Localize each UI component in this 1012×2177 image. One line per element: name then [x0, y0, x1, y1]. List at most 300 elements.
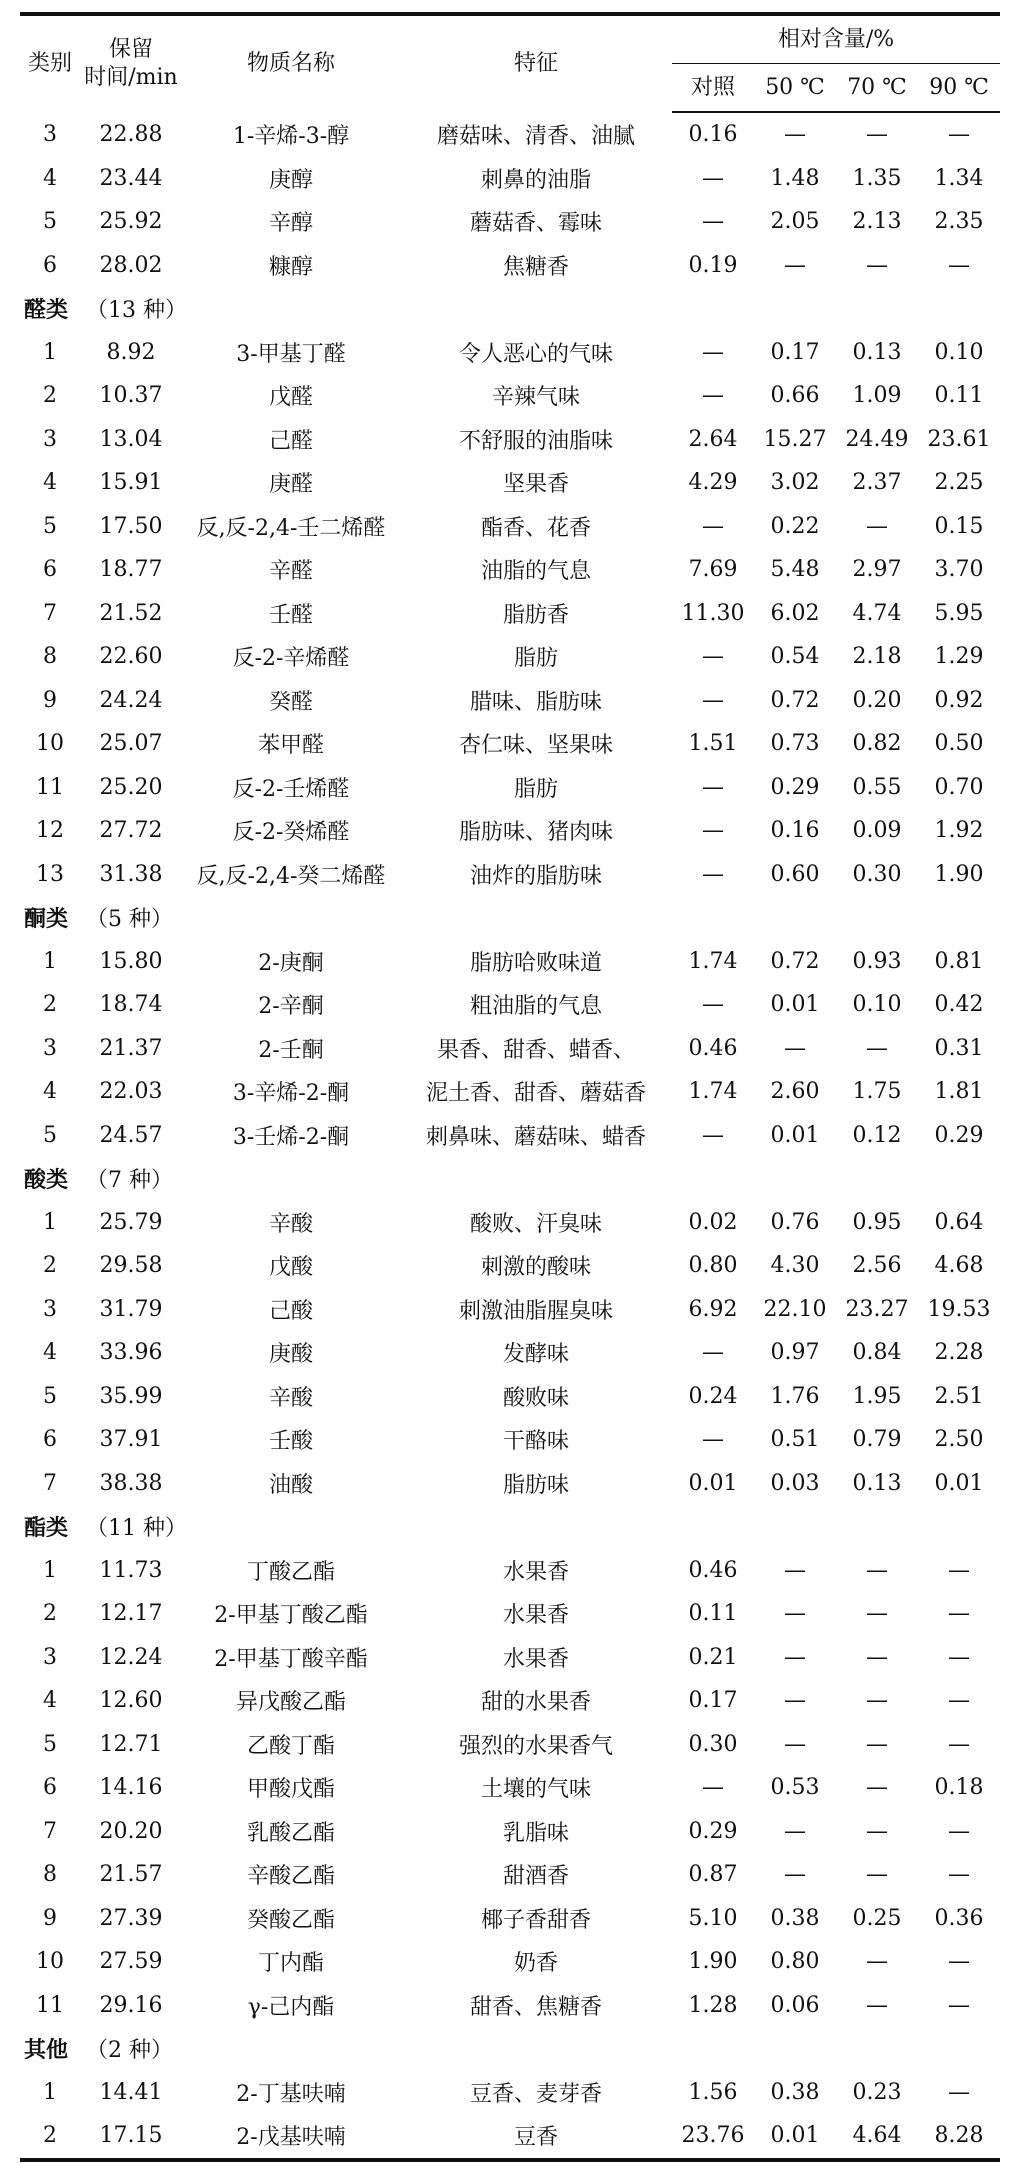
cell-70c: 0.09 [852, 818, 902, 844]
cell-50c: — [784, 1688, 806, 1714]
cell-retention-time: 23.44 [99, 165, 163, 191]
category-row [20, 896, 1000, 940]
cell-retention-time: 17.15 [80, 2114, 182, 2160]
cell-90c: 2.50 [934, 1427, 984, 1453]
cell-feature: 刺激的酸味 [480, 1255, 591, 1281]
cell-control: — [702, 818, 724, 844]
cell-compound-name: 辛酸 [268, 1211, 313, 1237]
cell-control: 6.92 [688, 1296, 738, 1322]
table-row [20, 1244, 1000, 1288]
cell-compound-name: 辛酸 [268, 1385, 313, 1411]
cell-90c: 3.70 [934, 557, 984, 583]
cell-index: 6 [43, 1775, 57, 1801]
cell-control: 0.11 [688, 1601, 738, 1627]
header-compound-name: 物质名称 [182, 14, 400, 112]
cell-compound-name: 癸酸乙酯 [246, 1907, 335, 1933]
cell-50c: 0.38 [770, 1905, 820, 1931]
cell-70c: — [866, 1862, 888, 1888]
cell-retention-time: 28.02 [99, 252, 163, 278]
cell-90c: 2.35 [934, 209, 984, 235]
cell-feature: 杏仁味、坚果味 [458, 733, 613, 759]
cell-control: — [702, 383, 724, 409]
cell-50c: 6.02 [770, 600, 820, 626]
cell-index: 3 [43, 1296, 57, 1322]
cell-index: 4 [43, 470, 57, 496]
cell-90c: 8.28 [918, 2114, 1000, 2160]
cell-retention-time: 18.74 [99, 992, 163, 1018]
cell-90c: — [948, 1688, 970, 1714]
cell-control: — [702, 513, 724, 539]
table-body [20, 112, 1000, 2160]
cell-index: 1 [43, 1209, 57, 1235]
table-row [20, 157, 1000, 201]
category-row [20, 2027, 1000, 2071]
category-row [20, 1505, 1000, 1549]
cell-feature: 脂肪味 [502, 1472, 569, 1498]
cell-90c: 4.68 [934, 1253, 984, 1279]
cell-retention-time: 11.73 [99, 1557, 163, 1583]
category-count: （7 种） [86, 1168, 173, 1194]
cell-compound-name: 辛酸乙酯 [246, 1864, 335, 1890]
cell-index: 4 [43, 1340, 57, 1366]
cell-feature: 脂肪 [513, 646, 558, 672]
cell-50c: 0.22 [770, 513, 820, 539]
cell-feature: 乳脂味 [502, 1820, 569, 1846]
cell-70c: — [866, 1949, 888, 1975]
cell-compound-name: 辛醛 [268, 559, 313, 585]
cell-feature: 油脂的气息 [480, 559, 591, 585]
cell-compound-name: 1-辛烯-3-醇 [232, 123, 350, 149]
volatile-compounds-table [20, 12, 1000, 2162]
cell-50c: 0.97 [770, 1340, 820, 1366]
cell-70c: 1.09 [852, 383, 902, 409]
cell-compound-name: 乳酸乙酯 [246, 1820, 335, 1846]
cell-feature: 脂肪哈败味道 [469, 950, 602, 976]
cell-50c: 0.29 [770, 774, 820, 800]
cell-feature: 强烈的水果香气 [458, 1733, 613, 1759]
cell-50c: — [784, 1862, 806, 1888]
cell-50c: 5.48 [770, 557, 820, 583]
cell-50c: 0.76 [770, 1209, 820, 1235]
cell-70c: 0.23 [852, 2079, 902, 2105]
cell-index: 5 [43, 1383, 57, 1409]
cell-compound-name: 辛醇 [268, 211, 313, 237]
cell-feature: 水果香 [502, 1646, 569, 1672]
cell-compound-name: 异戊酸乙酯 [235, 1690, 346, 1716]
cell-70c: — [866, 1818, 888, 1844]
cell-70c: — [866, 1775, 888, 1801]
cell-control: 1.90 [688, 1949, 738, 1975]
category-name: 其他 [24, 2037, 69, 2064]
cell-feature: 刺鼻的油脂 [480, 167, 591, 193]
cell-control: 1.28 [688, 1992, 738, 2018]
cell-feature: 脂肪味、猪肉味 [458, 820, 613, 846]
cell-70c: — [866, 1035, 888, 1061]
cell-50c: — [784, 252, 806, 278]
cell-70c: 0.79 [852, 1427, 902, 1453]
cell-compound-name: 甲酸戊酯 [246, 1777, 335, 1803]
cell-retention-time: 35.99 [99, 1383, 163, 1409]
cell-control: 11.30 [681, 600, 745, 626]
cell-control: 1.51 [688, 731, 738, 757]
cell-feature: 酸败、汗臭味 [469, 1211, 602, 1237]
cell-70c: 2.13 [852, 209, 902, 235]
cell-index: 5 [43, 1731, 57, 1757]
table-row [20, 244, 1000, 288]
category-count: （13 种） [86, 298, 187, 324]
cell-feature: 脂肪香 [502, 602, 569, 628]
cell-90c: — [948, 1862, 970, 1888]
cell-feature: 令人恶心的气味 [458, 341, 613, 367]
header-relative-content: 相对含量/% [672, 14, 1000, 64]
cell-retention-time: 14.41 [99, 2079, 163, 2105]
cell-index: 7 [43, 600, 57, 626]
cell-70c: — [866, 1644, 888, 1670]
cell-90c: 2.51 [934, 1383, 984, 1409]
category-name: 酮类 [24, 906, 69, 933]
cell-retention-time: 25.20 [99, 774, 163, 800]
cell-compound-name: 反-2-癸烯醛 [232, 820, 350, 846]
cell-compound-name: 反-2-辛烯醛 [232, 646, 350, 672]
cell-index: 2 [43, 1601, 57, 1627]
cell-index: 5 [43, 209, 57, 235]
table-row [20, 1592, 1000, 1636]
header-retention-line2: 时间/min [84, 65, 178, 90]
cell-feature: 发酵味 [502, 1342, 569, 1368]
cell-index: 9 [43, 1905, 57, 1931]
cell-50c: 0.73 [770, 731, 820, 757]
cell-90c: 0.36 [934, 1905, 984, 1931]
cell-control: 0.30 [688, 1731, 738, 1757]
cell-90c: 1.81 [934, 1079, 984, 1105]
cell-feature: 水果香 [502, 1603, 569, 1629]
cell-70c: 0.55 [852, 774, 902, 800]
cell-50c: — [784, 122, 806, 148]
category-count: （2 种） [86, 2038, 173, 2064]
cell-90c: 19.53 [927, 1296, 991, 1322]
cell-retention-time: 31.79 [99, 1296, 163, 1322]
cell-index: 3 [43, 1644, 57, 1670]
header-feature: 特征 [400, 14, 672, 112]
cell-compound-name: 壬酸 [268, 1429, 313, 1455]
cell-index: 7 [43, 1470, 57, 1496]
table-row [20, 1679, 1000, 1723]
table-row [20, 1549, 1000, 1593]
cell-compound-name: γ-己内酯 [247, 1994, 335, 2020]
cell-retention-time: 29.58 [99, 1253, 163, 1279]
cell-90c: 2.28 [934, 1340, 984, 1366]
cell-90c: 0.11 [934, 383, 984, 409]
cell-feature: 辛辣气味 [491, 385, 580, 411]
cell-70c: 23.27 [845, 1296, 909, 1322]
cell-90c: 1.34 [934, 165, 984, 191]
cell-compound-name: 2-甲基丁酸辛酯 [214, 1646, 368, 1672]
cell-feature: 蘑菇香、霉味 [469, 211, 602, 237]
cell-feature: 豆香、麦芽香 [469, 2081, 602, 2107]
cell-feature: 酸败味 [502, 1385, 569, 1411]
table-row [20, 1027, 1000, 1071]
cell-control: 0.17 [688, 1688, 738, 1714]
cell-compound-name: 2-壬酮 [258, 1037, 324, 1063]
cell-control: 0.46 [688, 1557, 738, 1583]
cell-50c: 0.60 [770, 861, 820, 887]
table-row [20, 635, 1000, 679]
cell-70c: — [866, 122, 888, 148]
cell-control: 2.64 [688, 426, 738, 452]
cell-70c: 0.93 [852, 948, 902, 974]
cell-compound-name: 2-戊基呋喃 [182, 2114, 400, 2160]
cell-index: 3 [43, 426, 57, 452]
header-90c: 90 ℃ [918, 64, 1000, 113]
table-row [20, 592, 1000, 636]
cell-index: 7 [43, 1818, 57, 1844]
cell-retention-time: 24.57 [99, 1122, 163, 1148]
cell-compound-name: 反,反-2,4-癸二烯醛 [196, 863, 386, 889]
cell-70c: — [866, 1557, 888, 1583]
table-row [20, 1331, 1000, 1375]
cell-50c: 0.17 [770, 339, 820, 365]
table-row [20, 112, 1000, 157]
cell-compound-name: 庚醛 [268, 472, 313, 498]
cell-compound-name: 丁内酯 [257, 1951, 324, 1977]
cell-index: 1 [43, 1557, 57, 1583]
cell-retention-time: 33.96 [99, 1340, 163, 1366]
cell-retention-time: 38.38 [99, 1470, 163, 1496]
cell-90c: — [948, 1818, 970, 1844]
cell-feature: 果香、甜香、蜡香、 [436, 1037, 635, 1063]
cell-feature: 甜的水果香 [480, 1690, 591, 1716]
cell-compound-name: 戊酸 [268, 1255, 313, 1281]
category-name: 酯类 [24, 1515, 69, 1542]
cell-control: — [702, 339, 724, 365]
cell-90c: — [948, 1601, 970, 1627]
cell-90c: 1.92 [934, 818, 984, 844]
cell-50c: 1.48 [770, 165, 820, 191]
cell-index: 8 [43, 644, 57, 670]
cell-index: 10 [36, 731, 64, 757]
cell-retention-time: 37.91 [99, 1427, 163, 1453]
cell-50c: 0.80 [770, 1949, 820, 1975]
cell-index: 5 [43, 1122, 57, 1148]
table-row [20, 1940, 1000, 1984]
cell-retention-time: 27.72 [99, 818, 163, 844]
cell-70c: 0.13 [852, 339, 902, 365]
cell-70c: 0.82 [852, 731, 902, 757]
table-row [20, 1984, 1000, 2028]
cell-50c: 22.10 [763, 1296, 827, 1322]
cell-retention-time: 12.17 [99, 1601, 163, 1627]
table-row [20, 1375, 1000, 1419]
cell-retention-time: 25.79 [99, 1209, 163, 1235]
header-retention-time [80, 14, 182, 112]
cell-feature: 粗油脂的气息 [469, 994, 602, 1020]
category-name: 酸类 [24, 1167, 69, 1194]
cell-90c: 0.92 [934, 687, 984, 713]
cell-retention-time: 29.16 [99, 1992, 163, 2018]
cell-feature: 水果香 [502, 1559, 569, 1585]
cell-feature: 刺激油脂腥臭味 [458, 1298, 613, 1324]
cell-compound-name: 2-丁基呋喃 [236, 2081, 346, 2107]
header-70c: 70 ℃ [836, 64, 918, 113]
cell-control: 0.16 [688, 122, 738, 148]
cell-retention-time: 24.24 [99, 687, 163, 713]
cell-control: — [702, 992, 724, 1018]
cell-feature: 甜酒香 [502, 1864, 569, 1890]
cell-compound-name: 反-2-壬烯醛 [232, 776, 350, 802]
cell-compound-name: 2-甲基丁酸乙酯 [214, 1603, 368, 1629]
cell-70c: 24.49 [845, 426, 909, 452]
cell-control: — [702, 644, 724, 670]
cell-index: 5 [43, 513, 57, 539]
table-row [20, 1114, 1000, 1158]
cell-compound-name: 己酸 [268, 1298, 313, 1324]
cell-control: — [702, 1427, 724, 1453]
cell-retention-time: 22.88 [99, 121, 163, 147]
category-row [20, 287, 1000, 331]
header-control: 对照 [672, 64, 754, 113]
cell-90c: — [948, 1992, 970, 2018]
cell-70c: — [866, 1992, 888, 2018]
cell-compound-name: 2-辛酮 [258, 994, 324, 1020]
cell-50c: 0.54 [770, 644, 820, 670]
cell-50c: 0.01 [770, 992, 820, 1018]
cell-70c: — [866, 1731, 888, 1757]
category-name: 醛类 [24, 297, 69, 324]
cell-control: — [702, 774, 724, 800]
cell-control: 0.19 [688, 252, 738, 278]
cell-index: 2 [43, 383, 57, 409]
cell-retention-time: 12.71 [99, 1731, 163, 1757]
cell-70c: — [866, 1601, 888, 1627]
cell-index: 2 [20, 2114, 80, 2160]
cell-index: 6 [43, 1427, 57, 1453]
cell-90c: 0.50 [934, 731, 984, 757]
cell-retention-time: 25.92 [99, 209, 163, 235]
cell-index: 10 [36, 1949, 64, 1975]
cell-control: 0.01 [688, 1470, 738, 1496]
cell-70c: 0.20 [852, 687, 902, 713]
cell-feature: 土壤的气味 [480, 1777, 591, 1803]
cell-90c: — [948, 252, 970, 278]
cell-index: 4 [43, 165, 57, 191]
cell-90c: — [948, 122, 970, 148]
cell-compound-name: 癸醛 [268, 689, 313, 715]
cell-compound-name: 苯甲醛 [257, 733, 324, 759]
table-row [20, 200, 1000, 244]
cell-90c: — [948, 1644, 970, 1670]
cell-control: 4.29 [688, 470, 738, 496]
table-row [20, 1462, 1000, 1506]
category-row [20, 1157, 1000, 1201]
cell-control: 0.80 [688, 1253, 738, 1279]
cell-50c: 0.16 [770, 818, 820, 844]
cell-feature: 磨菇味、清香、油腻 [436, 123, 635, 149]
cell-feature: 刺鼻味、蘑菇味、蜡香 [425, 1124, 646, 1150]
cell-retention-time: 21.52 [99, 600, 163, 626]
cell-feature: 不舒服的油脂味 [458, 428, 613, 454]
cell-control: — [702, 861, 724, 887]
cell-50c: 15.27 [763, 426, 827, 452]
cell-70c: 4.74 [852, 600, 902, 626]
cell-50c: 0.06 [770, 1992, 820, 2018]
cell-50c: 0.03 [770, 1470, 820, 1496]
cell-retention-time: 8.92 [106, 339, 156, 365]
cell-50c: 0.66 [770, 383, 820, 409]
category-count: （11 种） [86, 1516, 187, 1542]
cell-70c: 0.25 [852, 1905, 902, 1931]
cell-70c: — [866, 1688, 888, 1714]
cell-50c: — [784, 1557, 806, 1583]
cell-control: 0.02 [688, 1209, 738, 1235]
cell-50c: 0.53 [770, 1775, 820, 1801]
table-row [20, 1636, 1000, 1680]
cell-index: 1 [43, 339, 57, 365]
table-row [20, 331, 1000, 375]
cell-control: 0.21 [688, 1644, 738, 1670]
cell-50c: 2.60 [770, 1079, 820, 1105]
cell-control: 1.56 [688, 2079, 738, 2105]
cell-compound-name: 糠醇 [268, 254, 313, 280]
cell-retention-time: 10.37 [99, 383, 163, 409]
cell-index: 6 [43, 557, 57, 583]
cell-70c: 0.95 [852, 1209, 902, 1235]
cell-feature: 泥土香、甜香、蘑菇香 [425, 1081, 646, 1107]
cell-90c: 23.61 [927, 426, 991, 452]
table-row [20, 722, 1000, 766]
cell-90c: 0.29 [934, 1122, 984, 1148]
cell-index: 12 [36, 818, 64, 844]
cell-90c: — [948, 1557, 970, 1583]
cell-retention-time: 15.91 [99, 470, 163, 496]
table-row [20, 505, 1000, 549]
cell-feature: 奶香 [513, 1951, 558, 1977]
category-count: （5 种） [86, 907, 173, 933]
cell-index: 6 [43, 252, 57, 278]
cell-retention-time: 25.07 [99, 731, 163, 757]
cell-retention-time: 15.80 [99, 948, 163, 974]
cell-90c: 0.42 [934, 992, 984, 1018]
cell-50c: — [784, 1035, 806, 1061]
cell-index: 9 [43, 687, 57, 713]
cell-compound-name: 壬醛 [268, 602, 313, 628]
cell-index: 4 [43, 1688, 57, 1714]
cell-70c: 0.30 [852, 861, 902, 887]
header-category: 类别 [20, 14, 80, 112]
cell-index: 2 [43, 992, 57, 1018]
table-row [20, 1723, 1000, 1767]
cell-control: — [702, 687, 724, 713]
cell-50c: 0.72 [770, 948, 820, 974]
cell-index: 3 [43, 1035, 57, 1061]
cell-compound-name: 庚酸 [268, 1342, 313, 1368]
table-row [20, 1766, 1000, 1810]
cell-90c: — [948, 2079, 970, 2105]
cell-50c: 0.51 [770, 1427, 820, 1453]
cell-index: 3 [43, 121, 57, 147]
table-row [20, 766, 1000, 810]
table-row [20, 1070, 1000, 1114]
cell-50c: 0.38 [770, 2079, 820, 2105]
cell-50c: 0.72 [770, 687, 820, 713]
cell-70c: 1.75 [852, 1079, 902, 1105]
cell-index: 8 [43, 1862, 57, 1888]
cell-index: 11 [36, 774, 64, 800]
cell-index: 4 [43, 1079, 57, 1105]
cell-control: 1.74 [688, 1079, 738, 1105]
cell-index: 1 [43, 948, 57, 974]
cell-50c: — [784, 1601, 806, 1627]
cell-compound-name: 3-甲基丁醛 [236, 341, 346, 367]
